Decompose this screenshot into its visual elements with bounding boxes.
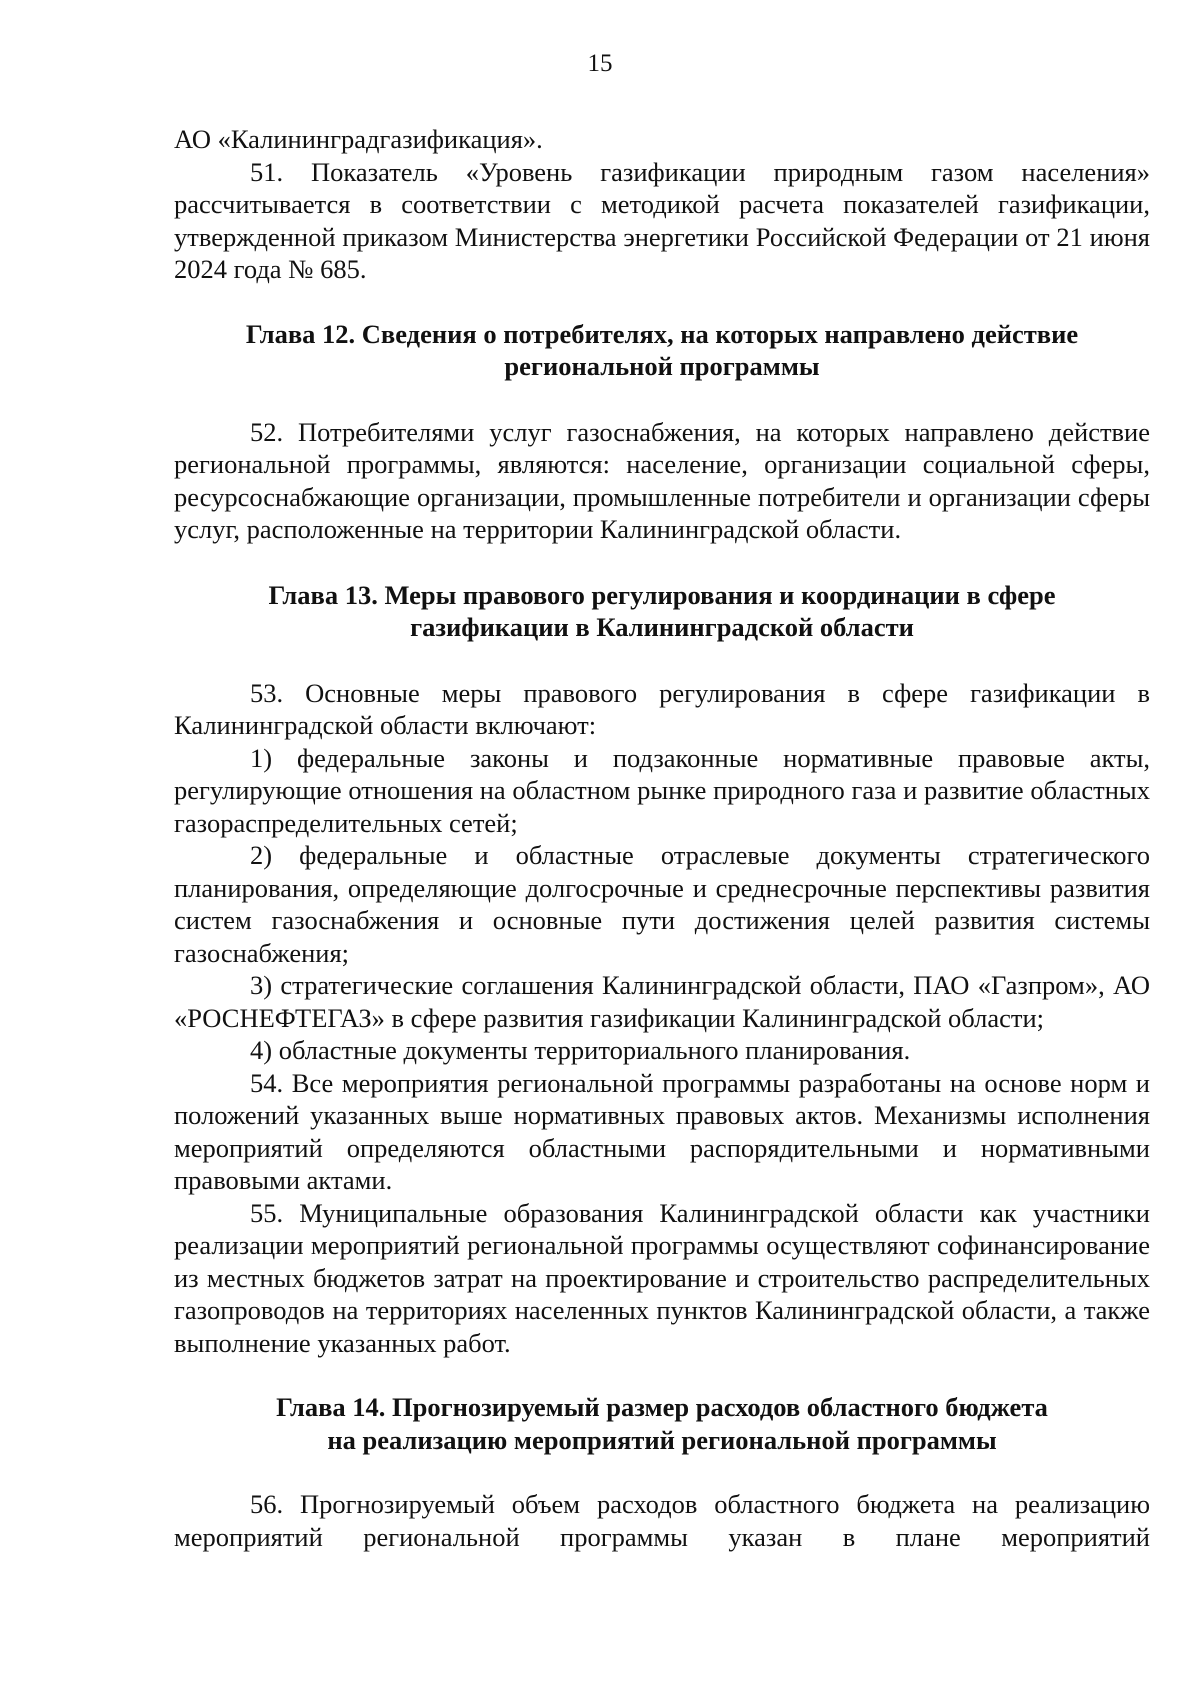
paragraph-51: 51. Показатель «Уровень газификации природным газом населения» рассчитывается в соответствии с методикой расчета показателей газификации, утвержденной приказом Министерства энергетики Российской Федерации от 21 июня 2024 года № 685.	[174, 156, 1150, 284]
chapter-12-heading	[174, 318, 1150, 383]
chapter-13-title-line-2: газификации в Калининградской области	[410, 612, 914, 642]
paragraph-56: 56. Прогнозируемый объем расходов областного бюджета на реализацию мероприятий региональной программы указан в плане мероприятий	[174, 1489, 1150, 1552]
list-item-3: 3) стратегические соглашения Калининградской области, ПАО «Газпром», АО «РОСНЕФТЕГАЗ» в сфере развития газификации Калининградской области;	[174, 970, 1150, 1033]
paragraph-org-name: АО «Калининградгазификация».	[174, 124, 543, 154]
list-item-4: 4) областные документы территориального планирования.	[250, 1035, 911, 1065]
paragraph-55: 55. Муниципальные образования Калининградской области как участники реализации мероприятий региональной программы осуществляют софинансирование из местных бюджетов затрат на проектирование и строительство распределительных газопроводов на территориях населенных пунктов Калининградской области, а также выполнение указанных работ.	[174, 1197, 1150, 1358]
page-number: 15	[587, 50, 613, 77]
paragraph-52: 52. Потребителями услуг газоснабжения, на которых направлено действие региональной программы, являются: население, организации социальной сферы, ресурсоснабжающие организации, промышленные потребители и организации сферы услуг, расположенные на территории Калининградской области.	[174, 416, 1150, 544]
paragraph-53: 53. Основные меры правового регулирования в сфере газификации в Калининградской области включают:	[174, 677, 1150, 740]
paragraph-54: 54. Все мероприятия региональной программы разработаны на основе норм и положений указанных выше нормативных правовых актов. Механизмы исполнения мероприятий определяются областными распорядительными и нормативными правовыми актами.	[174, 1067, 1150, 1195]
chapter-14-heading	[174, 1391, 1150, 1456]
chapter-14-title-line-1: Глава 14. Прогнозируемый размер расходов областного бюджета	[276, 1392, 1048, 1422]
chapter-14-title-line-2: на реализацию мероприятий региональной программы	[327, 1424, 997, 1455]
chapter-12-title-line-1: Глава 12. Сведения о потребителях, на которых направлено действие	[245, 318, 1079, 349]
chapter-13-heading	[174, 579, 1150, 644]
list-item-1: 1) федеральные законы и подзаконные нормативные правовые акты, регулирующие отношения на областном рынке природного газа и развитие областных газораспределительных сетей;	[174, 742, 1150, 838]
chapter-12-title-line-2: региональной программы	[504, 351, 820, 381]
chapter-13-title-line-1: Глава 13. Меры правового регулирования и координации в сфере	[268, 579, 1056, 610]
document-body	[174, 123, 1150, 1553]
list-item-2: 2) федеральные и областные отраслевые документы стратегического планирования, определяющие долгосрочные и среднесрочные перспективы развития систем газоснабжения и основные пути достижения целей развития системы газоснабжения;	[174, 840, 1150, 968]
